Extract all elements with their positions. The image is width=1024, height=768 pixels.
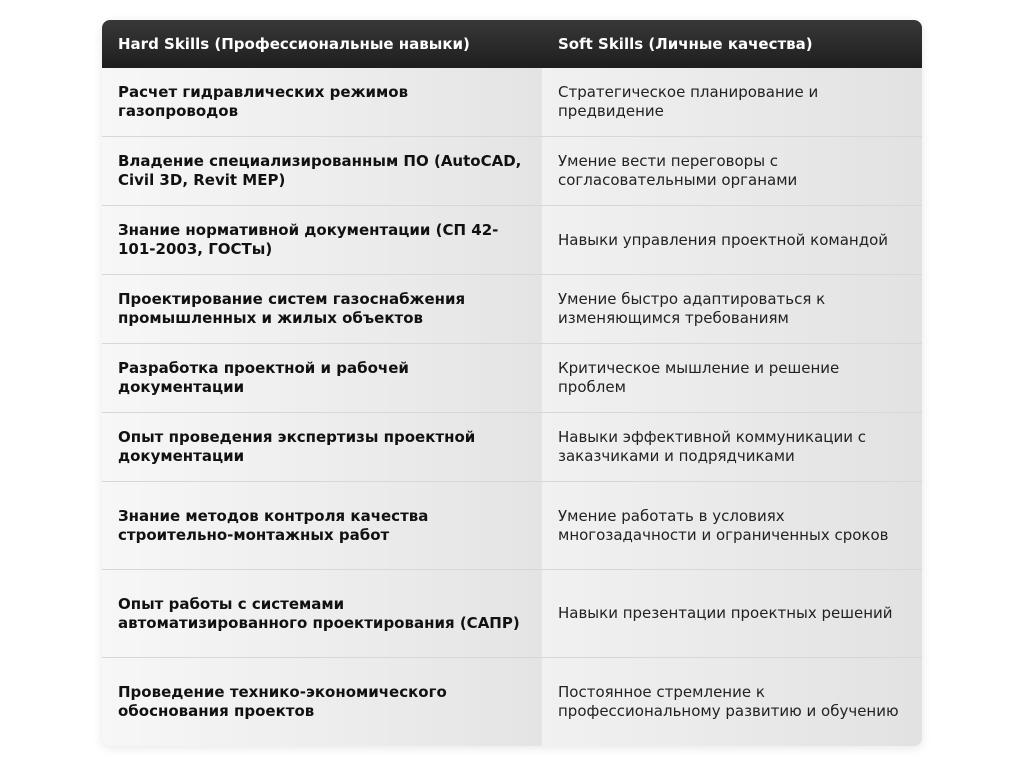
soft-skill-cell <box>542 68 922 137</box>
soft-skill-text: Критическое мышление и решение проблем <box>558 359 840 396</box>
hard-skill-text: Проектирование систем газоснабжения промышленных и жилых объектов <box>118 290 466 327</box>
table-body <box>102 68 922 746</box>
hard-skill-cell <box>102 206 542 275</box>
hard-skill-text: Владение специализированным ПО (AutoCAD, Civil 3D, Revit MEP) <box>118 152 522 189</box>
hard-skill-cell <box>102 413 542 482</box>
soft-skill-cell <box>542 658 922 746</box>
soft-skill-text: Навыки презентации проектных решений <box>558 604 893 622</box>
soft-skill-text: Навыки эффективной коммуникации с заказчиками и подрядчиками <box>558 428 867 465</box>
soft-skill-text: Умение быстро адаптироваться к изменяющимся требованиям <box>558 290 826 327</box>
hard-skill-text: Знание методов контроля качества строительно-монтажных работ <box>118 506 429 544</box>
hard-skill-text: Опыт проведения экспертизы проектной документации <box>118 428 476 465</box>
soft-skill-cell <box>542 570 922 658</box>
hard-skill-text: Опыт работы с системами автоматизированного проектирования (САПР) <box>118 594 520 632</box>
soft-skill-text: Стратегическое планирование и предвидение <box>558 83 819 120</box>
soft-skill-cell <box>542 206 922 275</box>
hard-skill-cell <box>102 482 542 570</box>
hard-skill-text: Знание нормативной документации (СП 42-101-2003, ГОСТы) <box>118 221 499 258</box>
soft-skills-column <box>542 68 922 746</box>
soft-skill-cell <box>542 482 922 570</box>
hard-skills-column <box>102 68 542 746</box>
hard-skill-cell <box>102 275 542 344</box>
skills-table <box>102 20 922 746</box>
hard-skill-cell <box>102 344 542 413</box>
soft-skill-text: Навыки управления проектной командой <box>558 230 889 249</box>
hard-skill-text: Расчет гидравлических режимов газопроводов <box>118 83 409 120</box>
soft-skill-cell <box>542 137 922 206</box>
soft-skill-text: Умение вести переговоры с согласовательными органами <box>558 152 798 189</box>
header-hard-skills: Hard Skills (Профессиональные навыки) <box>118 35 470 53</box>
hard-skill-cell <box>102 658 542 746</box>
soft-skill-cell <box>542 344 922 413</box>
hard-skill-cell <box>102 137 542 206</box>
hard-skill-text: Проведение технико-экономического обоснования проектов <box>118 683 447 720</box>
soft-skill-cell <box>542 413 922 482</box>
hard-skill-text: Разработка проектной и рабочей документации <box>118 359 409 396</box>
soft-skill-cell <box>542 275 922 344</box>
soft-skill-text: Умение работать в условиях многозадачности и ограниченных сроков <box>558 506 889 544</box>
hard-skill-cell <box>102 68 542 137</box>
table-header <box>102 20 922 68</box>
header-soft-skills: Soft Skills (Личные качества) <box>558 35 813 53</box>
soft-skill-text: Постоянное стремление к профессиональному развитию и обучению <box>558 683 899 720</box>
hard-skill-cell <box>102 570 542 658</box>
